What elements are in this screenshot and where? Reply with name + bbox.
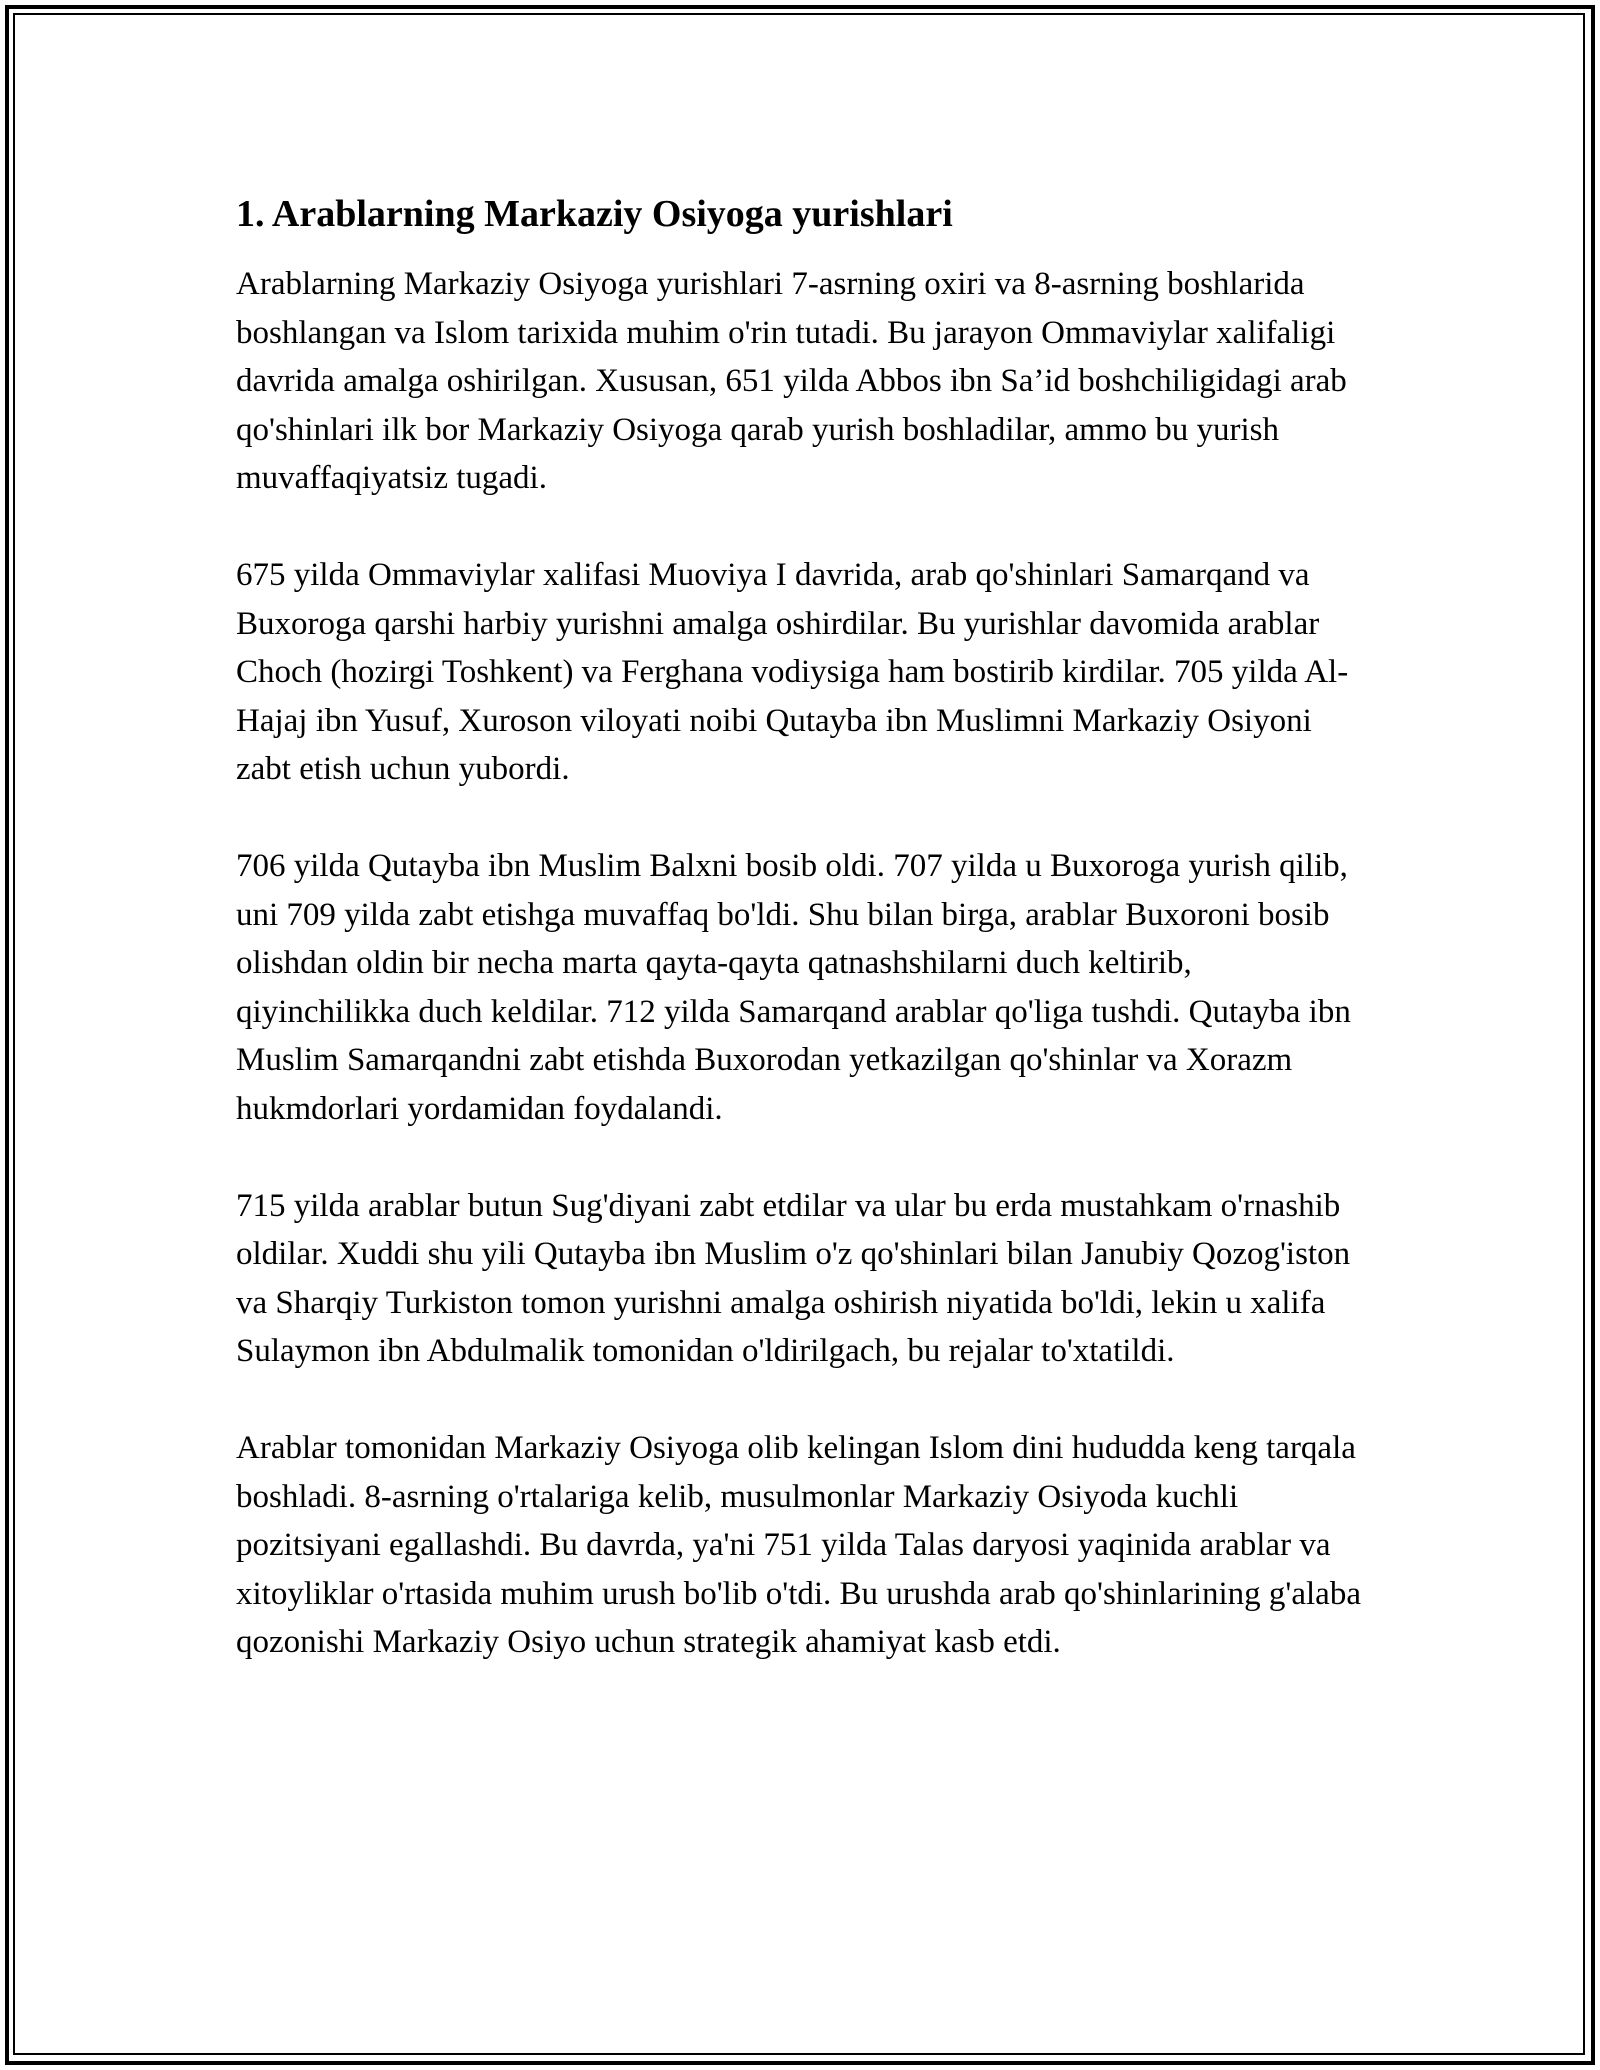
paragraph-5: Arablar tomonidan Markaziy Osiyoga olib kelingan Islom dini hududda keng tarqala boshladi. 8-asrning o'rtalariga kelib, musulmonlar Markaziy Osiyoda kuchli pozitsiyani egallashdi. Bu davrda, ya'ni 751 yilda Talas daryosi yaqinida arablar va xitoyliklar o'rtasida muhim urush bo'lib o'tdi. Bu urushda arab qo'shinlarining g'alaba qozonishi Markaziy Osiyo uchun strategik ahamiyat kasb etdi. [236,1430,1361,1660]
paragraph-3: 706 yilda Qutayba ibn Muslim Balxni bosib oldi. 707 yilda u Buxoroga yurish qilib, uni 709 yilda zabt etishga muvaffaq bo'ldi. Shu bilan birga, arablar Buxoroni bosib olishdan oldin bir necha marta qayta-qayta qatnashshilarni duch keltirib, qiyinchilikka duch keldilar. 712 yilda Samarqand arablar qo'liga tushdi. Qutayba ibn Muslim Samarqandni zabt etishda Buxorodan yetkazilgan qo'shinlar va Xorazm hukmdorlari yordamidan foydalandi. [236,848,1351,1127]
paragraph-2: 675 yilda Ommaviylar xalifasi Muoviya I davrida, arab qo'shinlari Samarqand va Buxoroga qarshi harbiy yurishni amalga oshirdilar. Bu yurishlar davomida arablar Choch (hozirgi Toshkent) va Ferghana vodiysiga ham bostirib kirdilar. 705 yilda Al-Hajaj ibn Yusuf, Xuroson viloyati noibi Qutayba ibn Muslimni Markaziy Osiyoni zabt etish uchun yubordi. [236,557,1349,787]
paragraph-4: 715 yilda arablar butun Sug'diyani zabt etdilar va ular bu erda mustahkam o'rnashib oldilar. Xuddi shu yili Qutayba ibn Muslim o'z qo'shinlari bilan Janubiy Qozog'iston va Sharqiy Turkiston tomon yurishni amalga oshirish niyatida bo'ldi, lekin u xalifa Sulaymon ibn Abdulmalik tomonidan o'ldirilgach, bu rejalar to'xtatildi. [236,1187,1351,1369]
document-body [236,190,1366,1667]
paragraph-1: Arablarning Markaziy Osiyoga yurishlari 7-asrning oxiri va 8-asrning boshlarida boshlangan va Islom tarixida muhim o'rin tutadi. Bu jarayon Ommaviylar xalifaligi davrida amalga oshirilgan. Xususan, 651 yilda Abbos ibn Sa’id boshchiligidagi arab qo'shinlari ilk bor Markaziy Osiyoga qarab yurish boshladilar, ammo bu yurish muvaffaqiyatsiz tugadi. [236,266,1347,496]
page-title: 1. Arablarning Markaziy Osiyoga yurishlari [236,193,953,235]
